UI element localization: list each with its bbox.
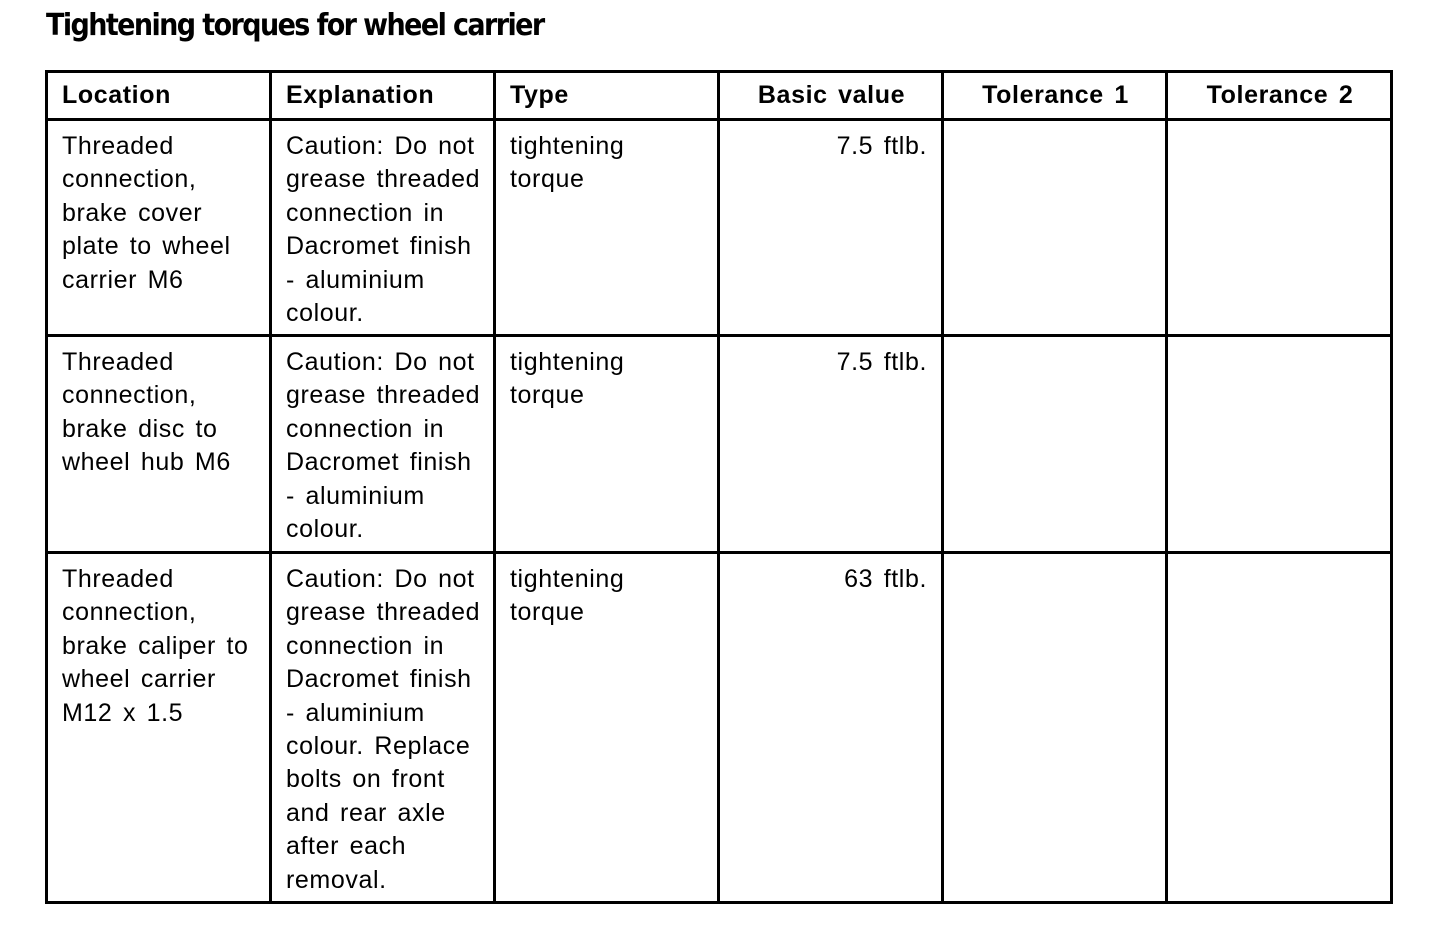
table-row xyxy=(47,120,1392,336)
page-title: Tightening torques for wheel carrier xyxy=(46,8,544,43)
cell-tolerance-1 xyxy=(943,336,1167,553)
cell-tolerance-1 xyxy=(943,120,1167,336)
cell-explanation: Caution: Do not grease threaded connection in Dacromet finish - aluminium colour. Replace bolts on front and rear axle after each removal. xyxy=(271,553,495,903)
cell-type: tightening torque xyxy=(495,120,719,336)
cell-tolerance-1 xyxy=(943,553,1167,903)
header-tolerance-2: Tolerance 2 xyxy=(1167,72,1392,120)
header-basic-value: Basic value xyxy=(719,72,943,120)
torque-table xyxy=(45,70,1393,904)
cell-basic-value: 7.5 ftlb. xyxy=(719,120,943,336)
table-header-row xyxy=(47,72,1392,120)
cell-type: tightening torque xyxy=(495,553,719,903)
cell-tolerance-2 xyxy=(1167,553,1392,903)
table-row xyxy=(47,336,1392,553)
cell-location: Threaded connection, brake cover plate to wheel carrier M6 xyxy=(47,120,271,336)
cell-tolerance-2 xyxy=(1167,120,1392,336)
cell-tolerance-2 xyxy=(1167,336,1392,553)
header-explanation: Explanation xyxy=(271,72,495,120)
cell-explanation: Caution: Do not grease threaded connection in Dacromet finish - aluminium colour. xyxy=(271,120,495,336)
header-tolerance-1: Tolerance 1 xyxy=(943,72,1167,120)
cell-basic-value: 63 ftlb. xyxy=(719,553,943,903)
header-type: Type xyxy=(495,72,719,120)
cell-type: tightening torque xyxy=(495,336,719,553)
cell-basic-value: 7.5 ftlb. xyxy=(719,336,943,553)
cell-explanation: Caution: Do not grease threaded connection in Dacromet finish - aluminium colour. xyxy=(271,336,495,553)
cell-location: Threaded connection, brake caliper to wheel carrier M12 x 1.5 xyxy=(47,553,271,903)
cell-location: Threaded connection, brake disc to wheel hub M6 xyxy=(47,336,271,553)
table-row xyxy=(47,553,1392,903)
header-location: Location xyxy=(47,72,271,120)
